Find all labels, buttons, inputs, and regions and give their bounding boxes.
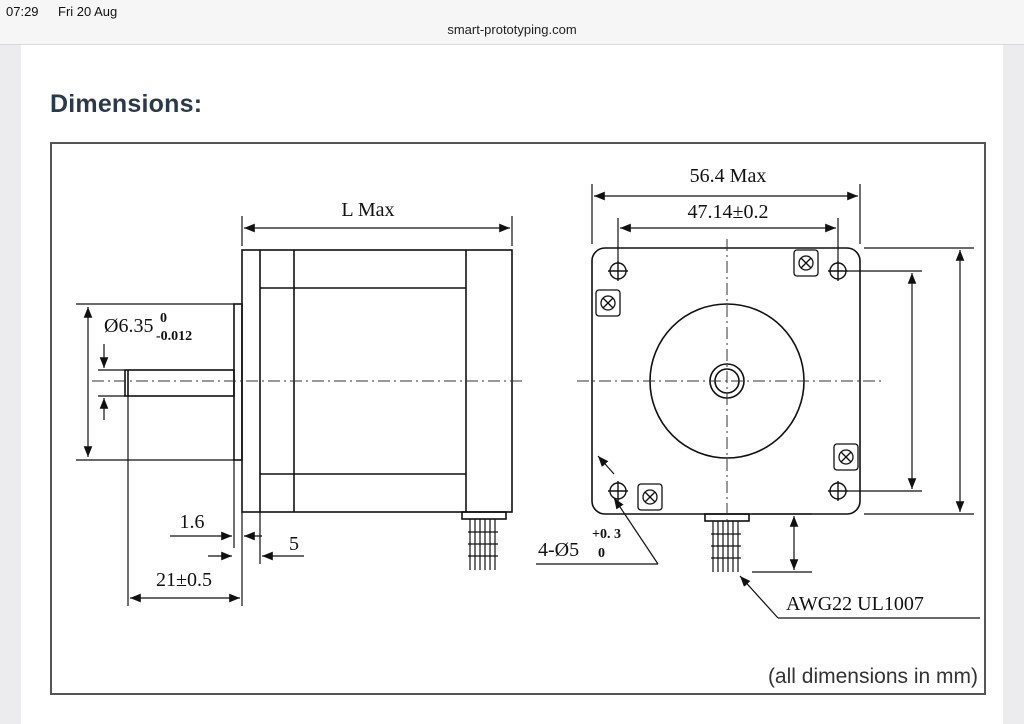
units-note: (all dimensions in mm) xyxy=(767,665,978,688)
dim-connector-offset xyxy=(752,514,812,572)
side-wires xyxy=(468,519,498,570)
label-holes-tol-upper: +0. 3 xyxy=(592,527,621,542)
connector xyxy=(462,512,506,519)
motor-drawing-svg xyxy=(52,144,984,693)
shaft xyxy=(125,370,234,396)
dim-shaft-dia xyxy=(98,344,125,420)
dimension-drawing xyxy=(50,142,986,695)
label-boss-length: 5 xyxy=(289,533,299,555)
dim-width-max xyxy=(592,184,860,262)
label-length: L Max xyxy=(341,199,395,221)
label-wire: AWG22 UL1007 xyxy=(786,593,924,615)
left-gutter xyxy=(0,45,21,724)
page-title: Dimensions: xyxy=(50,90,203,118)
label-width-max: 56.4 Max xyxy=(689,165,767,187)
flange-boss xyxy=(234,304,242,460)
status-time: 07:29 xyxy=(6,4,39,19)
side-view xyxy=(125,250,512,519)
status-bar xyxy=(0,0,1024,45)
label-shaft-dia: Ø6.35 xyxy=(104,315,154,337)
label-shaft-tol-lower: -0.012 xyxy=(156,329,193,344)
label-shaft-length: 21±0.5 xyxy=(156,569,212,591)
address-bar-url[interactable]: smart-prototyping.com xyxy=(447,22,577,37)
dim-flange-height xyxy=(76,304,234,460)
dim-shaft-length xyxy=(128,396,304,606)
status-date: Fri 20 Aug xyxy=(58,4,118,19)
label-hole-spacing: 47.14±0.2 xyxy=(687,201,769,223)
right-gutter xyxy=(1003,45,1024,724)
label-shaft-tol-upper: 0 xyxy=(160,311,167,326)
label-flange-thickness: 1.6 xyxy=(179,511,205,533)
front-view xyxy=(592,248,860,521)
front-wires xyxy=(711,521,741,572)
label-holes: 4-Ø5 xyxy=(538,539,580,561)
label-holes-tol-lower: 0 xyxy=(598,546,605,561)
